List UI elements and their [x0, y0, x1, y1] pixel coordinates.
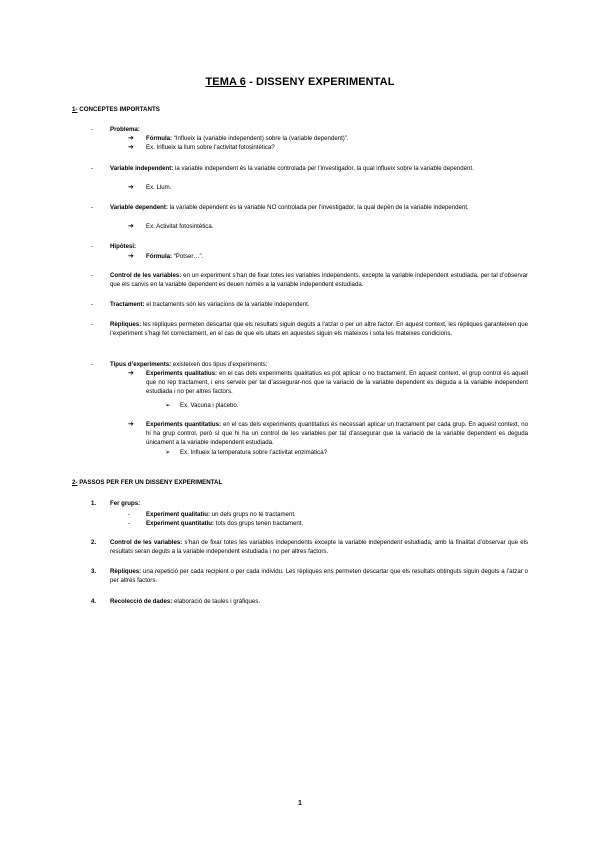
vind-example: Ex. Llum. — [146, 184, 172, 191]
qualitatius-text: Experiments qualitatius: en el cas dels experiments qualitatius es pot aplicar o no tractament. En aquest context, el grup control és aquell que no rep tractament, i ens serveix per tal d’assegurar-nos que la variació de la variable dependent és deguda a la variable independent estudiada i no per altres factors. — [146, 370, 528, 396]
section-heading-2: 2- PASSOS PER FER UN DISSENY EXPERIMENTAL — [72, 479, 223, 486]
bullet-dash: - — [91, 272, 94, 279]
arrow-icon: ➔ — [128, 135, 134, 142]
hipotesi-formula: Fórmula: “Potser…”. — [146, 253, 204, 260]
vdep-example: Ex. Activitat fotosintètica. — [146, 223, 214, 230]
arrow-icon: ➔ — [128, 184, 134, 191]
bullet-dash: - — [128, 511, 131, 518]
arrow-icon: ➔ — [128, 253, 134, 260]
bullet-dash: - — [91, 165, 94, 172]
quantitatius-example: Ex. Influeix la temperatura sobre l’activitat enzimàtica? — [180, 449, 327, 456]
step1-quantitatiu: Experiment quantitatiu: tots dos grups tenen tractament. — [146, 520, 304, 527]
problema-example: Ex. Influeix la llum sobre l’activitat fotosintètica? — [146, 144, 275, 151]
bullet-dash: - — [91, 321, 94, 328]
bullet-dash: - — [91, 361, 94, 368]
quantitatius-text: Experiments quantitatius: en el cas dels experiments quantitatius és necessari aplicar un tractament per cada grup. En aquest context, no hi ha grup control, però sí que hi ha un control de les variables per tal d’assegurar que la variació de la variable dependent es deguda únicament a la variable independent estudiada. — [146, 421, 528, 447]
section-heading-1: 1- CONCEPTES IMPORTANTS — [72, 106, 160, 113]
page-number: 1 — [298, 800, 302, 807]
bullet-dash: - — [91, 126, 94, 133]
arrow-icon: ➔ — [128, 370, 134, 377]
bullet-dash: - — [91, 301, 94, 308]
arrow-icon: ➔ — [128, 144, 134, 151]
bullet-dash: - — [91, 204, 94, 211]
step1-qualitatiu: Experiment qualitatiu: un dels grups no té tractament. — [146, 511, 296, 518]
bullet-dash: - — [91, 243, 94, 250]
document-page: TEMA 6 - DISSENY EXPERIMENTAL 1- CONCEPTES IMPORTANTS - Problema: ➔ Fórmula: “Influeix la (variable independent) sobre la (variable dependent)”. ➔ Ex. Influeix la llum sobre l’activitat fotosintètica? - Variable independent: la variable independent és la variable controlada per l’investigador, la qual influeix sobre la variable dependent. ➔ Ex. Llum. - Variable dependent: la variable dependent és la variable NO controlada per l’investigador, la qual depèn de la variable independent. ➔ Ex. Activitat fotosintètica. - Hipòtesi: ➔ Fórmula: “Potser…”. - Control de les variables: en un experiment s’han de fixar totes les variables independents, excepte la variable independent estudiada, per tal d’observar que els canvis en la variable dependent es deuen només a la variable independent estudiada. - Tractament: el tractaments són les variacions de la variable independent. - Rèpliques: les rèpliques permeten descartar que els resultats siguin deguts a l’atzar o per un altre factor. En aquest context, les rèpliques garanteixen que l’experiment s’hagi fet correctament, en el cas de que els ultats en aquestes siguin els mateixos i sota les mateixes condicions. - Tipus d’experiments: existeixen dos tipus d’experiments; ➔ Experiments qualitatius: en el cas dels experiments qualitatius es pot aplicar o no tractament. En aquest context, el grup control és aquell que no rep tractament, i ens serveix per tal d’assegurar-nos que la variació de la variable dependent és deguda a la variable independent estudiada i no per altres factors. ➢ Ex. Vacuna i placebo. ➔ Experiments quantitatius: en el cas dels experiments quantitatius és necessari aplicar un tractament per cada grup. En aquest context, no hi ha grup control, però sí que hi ha un control de les variables per tal d’assegurar que la variació de la variable dependent es deguda únicament a la variable independent estudiada. ➢ Ex. Influeix la temperatura sobre l’activitat enzimàtica? 2- PASSOS PER FER UN DISSENY EXPERIMENTAL 1. Fer grups: - Experiment qualitatiu: un dels grups no té tractament. - Experiment quantitatiu: tots dos grups tenen tractament. 2. Control de les variables: s’han de fixar totes les variables independents excepte la variable independent estudiada, amb la finalitat d’observar que els resultats seran deguts a la variable independent estudiada i no per altres factors. 3. Rèpliques: una repetició per cada recipient o per cada individu. Les rèpliques ens permeten descartar que els resultats obtinguts siguin deguts a l’atzar o per altres factors. 4. Recolecció de dades: elaboració de taules i gràfiques. 1 — [0, 0, 600, 848]
page-title: TEMA 6 - DISSENY EXPERIMENTAL — [205, 76, 395, 88]
bullet-dash: - — [128, 520, 131, 527]
small-arrow-icon: ➢ — [165, 449, 171, 456]
arrow-icon: ➔ — [128, 421, 134, 428]
problema-formula: Fórmula: “Influeix la (variable independent) sobre la (variable dependent)”. — [146, 135, 349, 142]
qualitatius-example: Ex. Vacuna i placebo. — [180, 402, 239, 409]
small-arrow-icon: ➢ — [165, 402, 171, 409]
arrow-icon: ➔ — [128, 223, 134, 230]
